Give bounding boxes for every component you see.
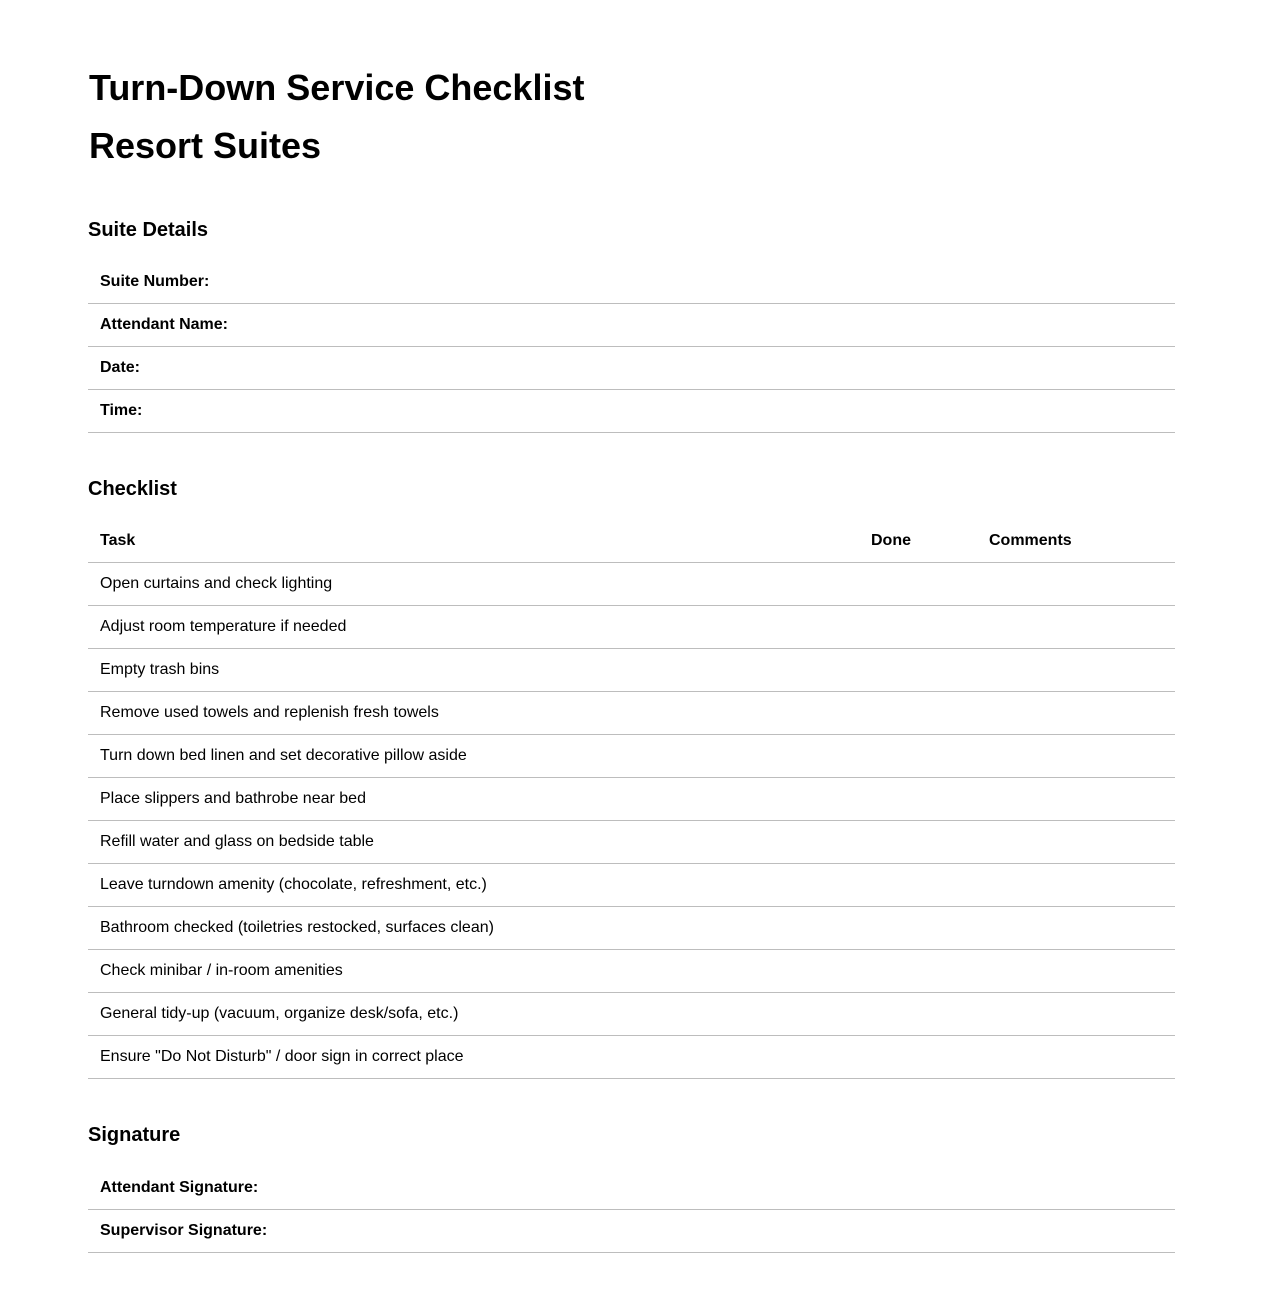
table-row <box>88 1036 1175 1079</box>
table-row <box>88 821 1175 864</box>
checklist-table <box>88 520 1175 1079</box>
done-cell[interactable] <box>859 735 977 778</box>
attendant-signature-field[interactable] <box>1054 1167 1175 1210</box>
task-cell: Open curtains and check lighting <box>88 563 859 606</box>
done-cell[interactable] <box>859 864 977 907</box>
task-cell: Ensure "Do Not Disturb" / door sign in correct place <box>88 1036 859 1079</box>
time-label: Time: <box>88 390 1027 433</box>
suite-number-row <box>88 261 1175 304</box>
signature-heading: Signature <box>88 1124 181 1146</box>
attendant-name-field[interactable] <box>1027 304 1175 347</box>
done-cell[interactable] <box>859 993 977 1036</box>
task-cell: Place slippers and bathrobe near bed <box>88 778 859 821</box>
table-row <box>88 907 1175 950</box>
done-cell[interactable] <box>859 821 977 864</box>
time-row <box>88 390 1175 433</box>
task-cell: General tidy-up (vacuum, organize desk/sofa, etc.) <box>88 993 859 1036</box>
done-cell[interactable] <box>859 649 977 692</box>
attendant-signature-row <box>88 1167 1175 1210</box>
table-row <box>88 563 1175 606</box>
done-cell[interactable] <box>859 692 977 735</box>
column-header-task: Task <box>88 520 859 563</box>
task-cell: Adjust room temperature if needed <box>88 606 859 649</box>
comments-cell[interactable] <box>977 778 1175 821</box>
attendant-name-label: Attendant Name: <box>88 304 1027 347</box>
document-title: Turn-Down Service Checklist <box>89 67 585 108</box>
suite-details-table <box>88 261 1175 433</box>
time-field[interactable] <box>1027 390 1175 433</box>
date-label: Date: <box>88 347 1027 390</box>
task-cell: Refill water and glass on bedside table <box>88 821 859 864</box>
comments-cell[interactable] <box>977 950 1175 993</box>
task-cell: Bathroom checked (toiletries restocked, surfaces clean) <box>88 907 859 950</box>
comments-cell[interactable] <box>977 907 1175 950</box>
column-header-comments: Comments <box>977 520 1175 563</box>
done-cell[interactable] <box>859 907 977 950</box>
table-row <box>88 993 1175 1036</box>
done-cell[interactable] <box>859 606 977 649</box>
task-cell: Turn down bed linen and set decorative pillow aside <box>88 735 859 778</box>
supervisor-signature-field[interactable] <box>1054 1210 1175 1253</box>
comments-cell[interactable] <box>977 606 1175 649</box>
table-row <box>88 778 1175 821</box>
done-cell[interactable] <box>859 778 977 821</box>
supervisor-signature-label: Supervisor Signature: <box>88 1210 1054 1253</box>
checklist-heading: Checklist <box>88 478 177 500</box>
task-cell: Empty trash bins <box>88 649 859 692</box>
table-row <box>88 864 1175 907</box>
table-row <box>88 735 1175 778</box>
comments-cell[interactable] <box>977 864 1175 907</box>
suite-details-heading: Suite Details <box>88 219 209 241</box>
task-cell: Leave turndown amenity (chocolate, refreshment, etc.) <box>88 864 859 907</box>
column-header-done: Done <box>859 520 977 563</box>
comments-cell[interactable] <box>977 993 1175 1036</box>
done-cell[interactable] <box>859 950 977 993</box>
comments-cell[interactable] <box>977 1036 1175 1079</box>
suite-number-label: Suite Number: <box>88 261 1027 304</box>
attendant-signature-label: Attendant Signature: <box>88 1167 1054 1210</box>
suite-number-field[interactable] <box>1027 261 1175 304</box>
attendant-name-row <box>88 304 1175 347</box>
date-field[interactable] <box>1027 347 1175 390</box>
document-subtitle: Resort Suites <box>89 125 322 166</box>
comments-cell[interactable] <box>977 649 1175 692</box>
table-row <box>88 950 1175 993</box>
task-cell: Check minibar / in-room amenities <box>88 950 859 993</box>
comments-cell[interactable] <box>977 735 1175 778</box>
date-row <box>88 347 1175 390</box>
supervisor-signature-row <box>88 1210 1175 1253</box>
table-row <box>88 606 1175 649</box>
comments-cell[interactable] <box>977 821 1175 864</box>
comments-cell[interactable] <box>977 563 1175 606</box>
comments-cell[interactable] <box>977 692 1175 735</box>
table-row <box>88 649 1175 692</box>
done-cell[interactable] <box>859 563 977 606</box>
done-cell[interactable] <box>859 1036 977 1079</box>
table-row <box>88 692 1175 735</box>
signature-table <box>88 1167 1175 1253</box>
task-cell: Remove used towels and replenish fresh towels <box>88 692 859 735</box>
checklist-header-row <box>88 520 1175 563</box>
